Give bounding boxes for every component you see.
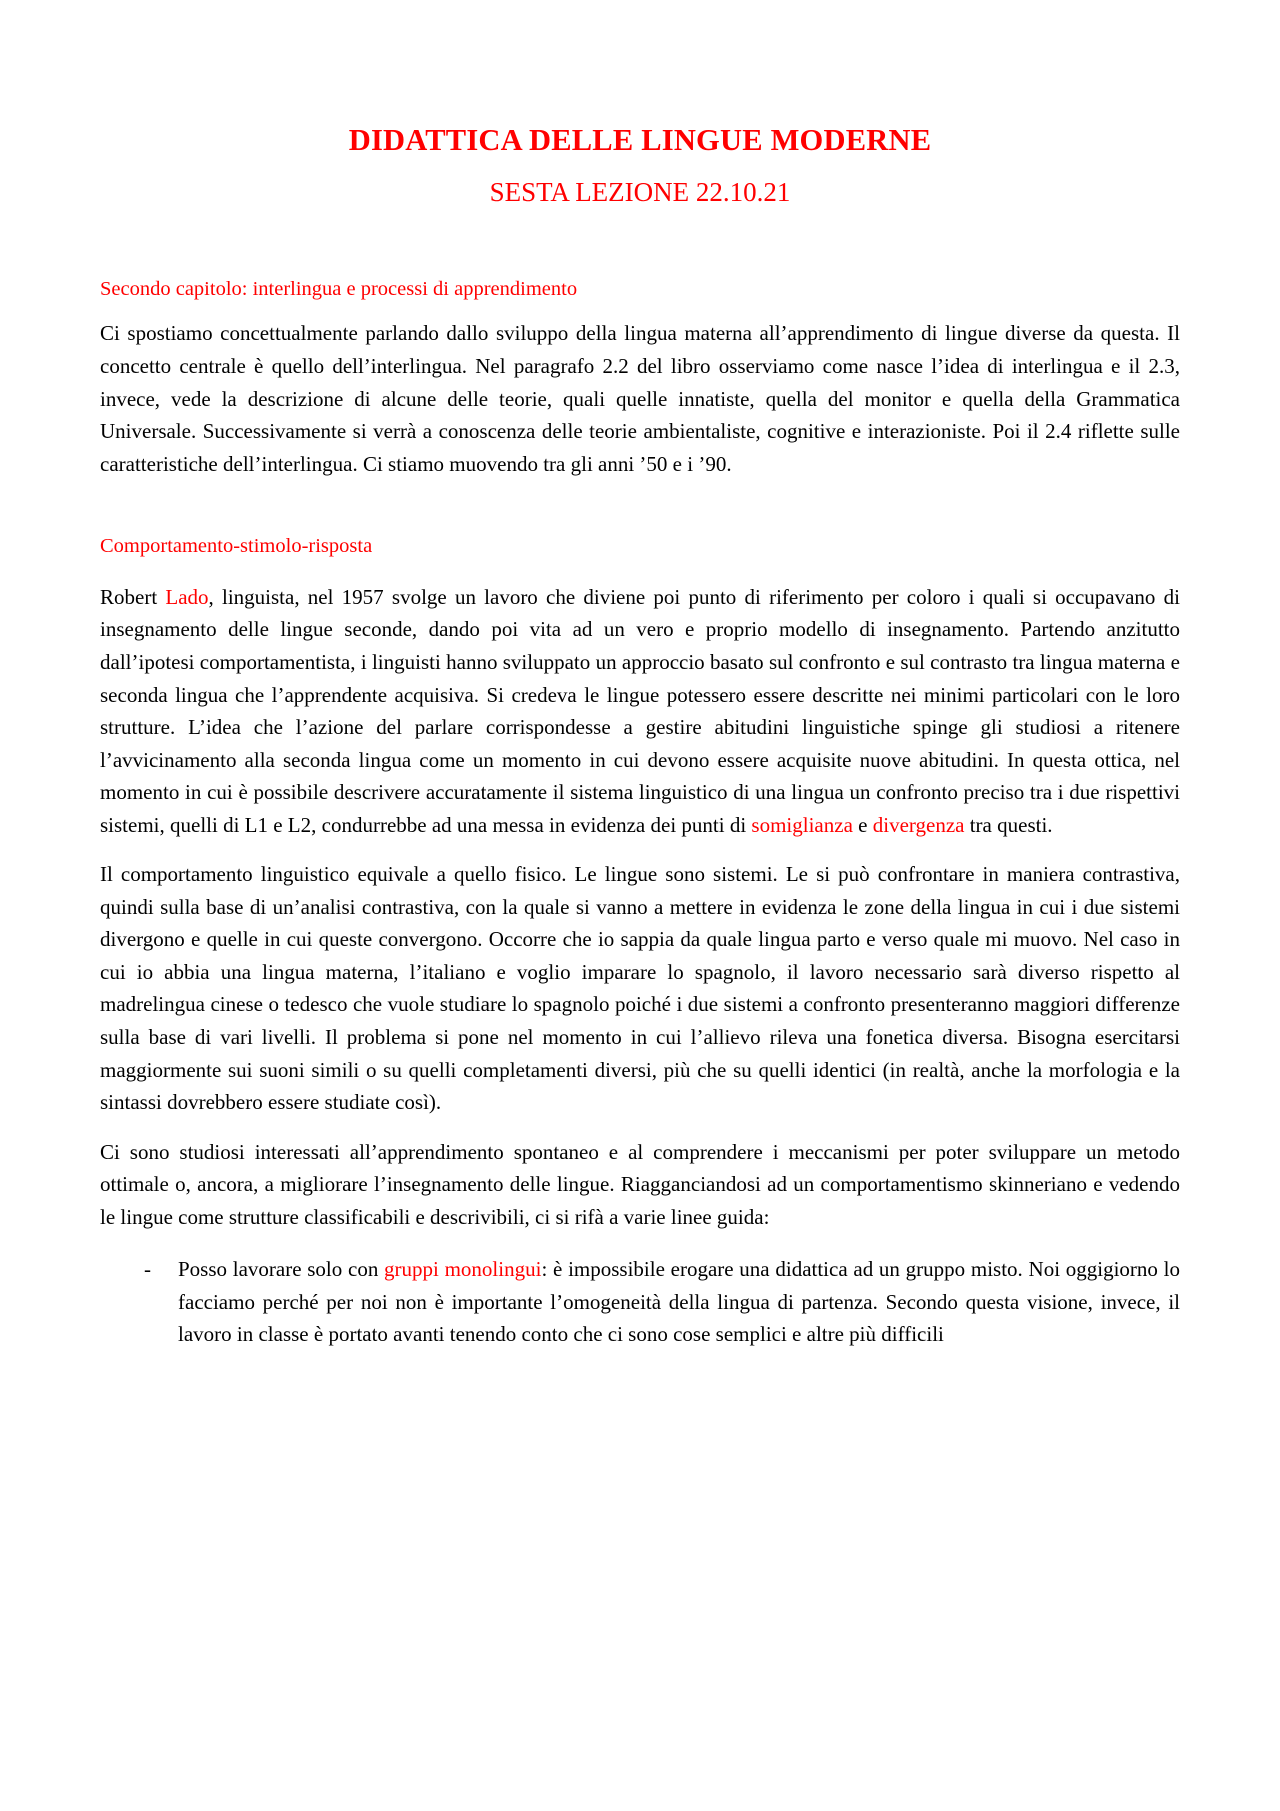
text-run: Posso lavorare solo con bbox=[178, 1257, 385, 1282]
section-comportamento-stimolo-risposta bbox=[100, 532, 1180, 1351]
page-subtitle: SESTA LEZIONE 22.10.21 bbox=[489, 177, 791, 208]
guidelines-list bbox=[100, 1253, 1180, 1351]
title-body-spacer bbox=[100, 213, 1180, 275]
list-marker: - bbox=[144, 1257, 151, 1282]
section-gap bbox=[100, 480, 1180, 532]
list-item bbox=[100, 1253, 1180, 1351]
text-run: Ci spostiamo concettualmente parlando dallo sviluppo della lingua materna all’apprendimento di lingue diverse da questa. Il concetto centrale è quello dell’interlingua. Nel paragrafo 2.2 del libro osserviamo come nasce l’idea di interlingua e il 2.3, invece, vede la descrizione di alcune delle teorie, quali quelle innatiste, quella del monitor e quella della Grammatica Universale. Successivamente si verrà a conoscenza delle teorie ambientaliste, cognitive e interazioniste. Poi il 2.4 riflette sulle caratteristiche dell’interlingua. Ci stiamo muovendo tra gli anni ’50 e i ’90. bbox=[100, 321, 1180, 476]
paragraph bbox=[100, 1136, 1180, 1234]
text-run: e bbox=[852, 812, 873, 837]
page-title: DIDATTICA DELLE LINGUE MODERNE bbox=[348, 123, 932, 157]
text-run: tra questi. bbox=[964, 812, 1053, 837]
heading-paragraph-spacer bbox=[100, 303, 1180, 317]
text-run: , linguista, nel 1957 svolge un lavoro che diviene poi punto di riferimento per coloro i quali si occupavano di insegnamento delle lingue seconde, dando poi vita ad un vero e proprio modello di insegnamento. Partendo anzitutto dall’ipotesi comportamentista, i linguisti hanno sviluppato un approccio basato sul confronto e sul contrasto tra lingua materna e seconda lingua che l’apprendente acquisiva. Si credeva le lingue potessero essere descritte nei minimi particolari con le loro strutture. L’idea che l’azione del parlare corrispondesse a gestire abitudini linguistiche spinge gli studiosi a ritenere l’avvicinamento alla seconda lingua come un momento in cui devono essere acquisite nuove abitudini. In questa ottica, nel momento in cui è possibile descrivere accuratamente il sistema linguistico di una lingua un confronto preciso tra i due rispettivi sistemi, quelli di L1 e L2, condurrebbe ad una messa in evidenza dei punti di bbox=[100, 584, 1180, 837]
highlighted-term: somiglianza bbox=[751, 812, 853, 837]
list-item-text bbox=[178, 1257, 1180, 1346]
highlighted-term: gruppi monolingui bbox=[384, 1257, 542, 1282]
section-secondo-capitolo bbox=[100, 275, 1180, 480]
paragraph bbox=[100, 858, 1180, 1118]
text-run: : è impossibile erogare una didattica ad un gruppo misto. Noi oggigiorno lo facciamo perché per noi non è importante l’omogeneità della lingua di partenza. Secondo questa visione, invece, il lavoro in classe è portato avanti tenendo conto che ci sono cose semplici e altre più difficili bbox=[178, 1257, 1180, 1347]
text-run: Robert bbox=[100, 584, 166, 609]
highlighted-term: divergenza bbox=[872, 812, 965, 837]
paragraph bbox=[100, 581, 1180, 841]
section-heading-secondo-capitolo: Secondo capitolo: interlingua e processi di apprendimento bbox=[100, 277, 578, 300]
heading-paragraph-spacer bbox=[100, 561, 1180, 581]
section-heading-comportamento: Comportamento-stimolo-risposta bbox=[100, 535, 373, 558]
paragraph bbox=[100, 317, 1180, 480]
text-run: Ci sono studiosi interessati all’apprendimento spontaneo e al comprendere i meccanismi per poter sviluppare un metodo ottimale o, ancora, a migliorare l’insegnamento delle lingue. Riagganciandosi ad un comportamentismo skinneriano e vedendo le lingue come strutture classificabili e descrivibili, ci si rifà a varie linee guida: bbox=[100, 1139, 1180, 1229]
text-run: Il comportamento linguistico equivale a quello fisico. Le lingue sono sistemi. Le si può confrontare in maniera contrastiva, quindi sulla base di un’analisi contrastiva, con la quale si vanno a mettere in evidenza le zone della lingua in cui i due sistemi divergono e quelle in cui queste convergono. Occorre che io sappia da quale lingua parto e verso quale mi muovo. Nel caso in cui io abbia una lingua materna, l’italiano e voglio imparare lo spagnolo, il lavoro necessario sarà diverso rispetto al madrelingua cinese o tedesco che vuole studiare lo spagnolo poiché i due sistemi a confronto presenteranno maggiori differenze sulla base di vari livelli. Il problema si pone nel momento in cui l’allievo rileva una fonetica diversa. Bisogna esercitarsi maggiormente sui suoni simili o su quelli completamenti diversi, più che su quelli identici (in realtà, anche la morfologia e la sintassi dovrebbero essere studiate così). bbox=[100, 862, 1180, 1115]
highlighted-term: Lado bbox=[165, 584, 209, 609]
